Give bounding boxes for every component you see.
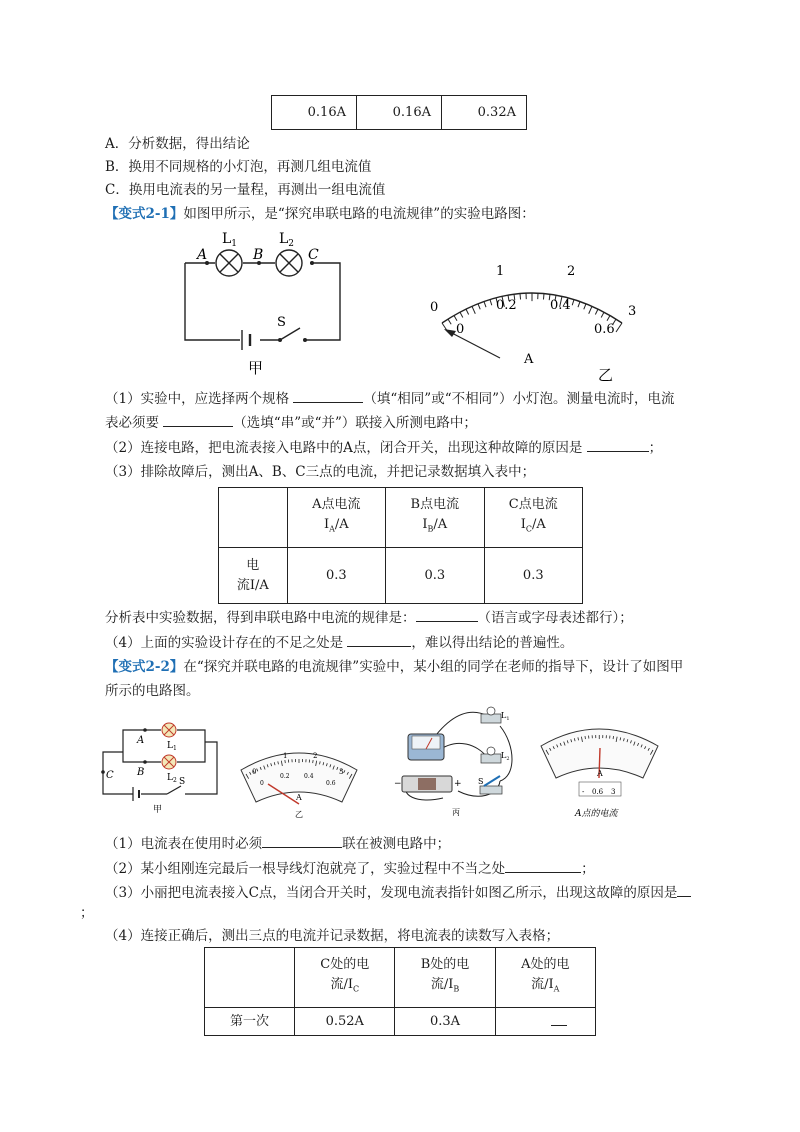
scale-top-0: 0 [430,300,439,315]
table-cell [219,488,288,548]
scale-tick [616,323,622,332]
blank[interactable] [551,1011,567,1026]
scale-tick [448,319,451,324]
v21-fig-yi-ammeter [420,255,645,385]
scale-bottom-2: 0.4 [550,298,571,313]
v21-tag: 【变式2-1】 [105,206,184,222]
svg-text:+: + [454,779,462,789]
label-b: B [253,247,264,263]
scale-top-2: 2 [567,264,576,279]
scale-tick [472,306,475,313]
scale-tick [572,300,574,306]
scale-tick [607,316,610,321]
v22-fig-bing [388,706,523,818]
scale-top-2: 2 [313,752,318,760]
top-data-table [271,95,527,130]
scale-top-3: 3 [339,768,344,776]
label-l1: $L_1$ [222,231,238,249]
table-header: C处的电 流$/I_C$ [295,948,395,1008]
label-s: S [277,315,286,330]
scale-bottom-0: 0 [260,780,264,787]
v22-q2: （2）某小组刚连完最后一根导线灯泡就亮了，实验过程中不当之处 ； [105,858,595,879]
label-l2: $L_2$ [279,231,295,249]
terminal-3: 3 [611,788,616,796]
v21-intro: 如图甲所示，是“探究串联电路的电流规律”的实验电路图： [183,206,535,222]
scale-bottom-3: 0.6 [326,780,336,787]
label-l2: $L_2$ [501,751,510,762]
label-a: A [137,735,145,746]
v22-q3: （3）小丽把电流表接入C点，当闭合开关时，发现电流表指针如图乙所示，出现这故障的原因是 [105,882,691,903]
scale-top-3: 3 [628,304,637,319]
scale-tick [589,306,592,313]
v22-tag: 【变式2-2】 [105,659,184,675]
table-cell: 0.16A [357,96,442,130]
option-c: C．换用电流表的另一量程，再测出一组电流值 [105,182,386,198]
table-cell [205,948,295,1008]
blank[interactable] [293,388,363,403]
option-b: B．换用不同规格的小灯泡，再测几组电流值 [105,159,372,175]
terminal-minus: - [582,788,585,796]
v22-q3-end: ； [80,905,94,921]
svg-text:−: − [394,779,402,789]
v21-heading [105,204,535,224]
v21-q2: （2）连接电路，把电流表接入电路中的A点，闭合开关，出现这种故障的原因是 ； [105,437,662,458]
v21-q1-line2: 表必须要 （选填“串”或“并”）联接入所测电路中； [105,412,477,433]
table-cell [495,1008,595,1036]
scale-tick [466,309,469,314]
label-l2: $L_2$ [167,773,177,784]
label-c: C [308,247,319,263]
blank[interactable] [677,882,691,897]
table-cell: 0.52A [295,1008,395,1036]
scale-tick [578,302,580,308]
blank[interactable] [262,833,342,848]
v22-q4: （4）连接正确后，测出三点的电流并记录数据，将电流表的读数写入表格； [105,928,560,944]
scale-bottom-1: 0.2 [280,773,290,780]
caption-jia: 甲 [248,359,264,377]
label-c: C [106,770,114,781]
table-cell: 0.3 [386,548,484,604]
scale-bottom-2: 0.4 [304,773,314,780]
scale-tick [454,316,457,321]
blank[interactable] [347,632,411,647]
table-header: B处的电 流$/I_B$ [395,948,495,1008]
unit-a: A [524,352,534,367]
table-cell: 0.32A [442,96,527,130]
table-row-label: 电 流I/A [219,548,288,604]
v22-fig-jia [95,712,225,817]
v22-intro2: 所示的电路图。 [105,683,200,699]
v21-q4: （4）上面的实验设计存在的不足之处是 ，难以得出结论的普遍性。 [105,632,573,653]
v21-data-table [218,487,583,604]
scale-tick [490,300,492,306]
v21-analysis: 分析表中实验数据，得到串联电路中电流的规律是： （语言或字母表述都行）； [105,607,633,628]
option-a: A．分析数据，得出结论 [105,136,250,152]
blank[interactable] [163,412,233,427]
v21-fig-jia [180,228,345,378]
v22-q1: （1）电流表在使用时必须 联在被测电路中； [105,833,450,854]
table-cell: 0.3 [484,548,582,604]
blank[interactable] [416,607,478,622]
scale-bottom-0: 0 [456,322,465,337]
table-cell: 0.3 [287,548,385,604]
blank[interactable] [587,437,649,452]
table-header: C点电流 $I_C/A$ [484,488,582,548]
scale-top-1: 1 [496,264,505,279]
label-l1: $L_1$ [167,741,177,752]
table-cell: 0.3A [395,1008,495,1036]
scale-tick [478,304,480,310]
v21-q3: （3）排除故障后，测出A、B、C三点的电流，并把记录数据填入表中； [105,464,536,480]
table-row-label: 第一次 [205,1008,295,1036]
terminal-06: 0.6 [592,788,604,796]
blank[interactable] [505,858,581,873]
label-a: A [197,247,208,263]
table-header: A点电流 $I_A/A$ [287,488,385,548]
scale-tick [484,302,486,308]
label-b: B [137,767,145,778]
v22-data-table [204,947,596,1036]
scale-tick [595,309,598,314]
caption-jia: 甲 [153,805,163,815]
caption-yi: 乙 [598,366,614,384]
scale-top-0: 0 [252,768,257,776]
caption-bing: 丙 [452,808,460,817]
caption-ding: A点的电流 [575,809,618,819]
scale-tick [460,312,463,317]
scale-tick [601,312,604,317]
unit-a: A [597,769,603,778]
table-cell: 0.16A [272,96,357,130]
v21-q1-line1: （1）实验中，应选择两个规格 （填“相同”或“不相同”）小灯泡。测量电流时，电流 [105,388,675,409]
table-header: B点电流 $I_B/A$ [386,488,484,548]
label-s: S [179,777,186,787]
unit-a: A [296,793,302,802]
v22-fig-ding-ammeter [537,720,662,822]
scale-bottom-1: 0.2 [496,298,517,313]
scale-tick [584,304,586,310]
v22-heading: 【变式2-2】在“探究并联电路的电流规律”实验中，某小组的同学在老师的指导下，设计了如图甲 [105,659,684,675]
label-l1: $L_1$ [501,711,510,722]
scale-bottom-3: 0.6 [594,322,615,337]
table-header: A处的电 流$/I_A$ [495,948,595,1008]
scale-top-1: 1 [283,752,288,760]
scale-tick [520,294,521,300]
scale-tick [543,294,544,300]
label-s: S [478,777,484,786]
caption-yi: 乙 [295,810,303,819]
v22-fig-yi-ammeter [238,742,360,820]
